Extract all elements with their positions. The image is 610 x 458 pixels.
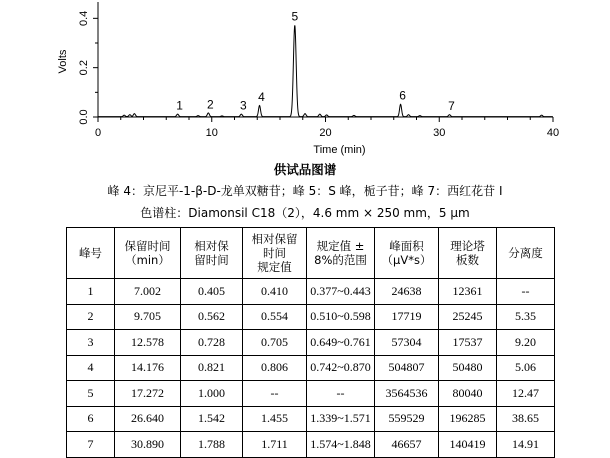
column-header [375, 228, 439, 279]
table-cell: 38.65 [497, 406, 555, 432]
chromatogram-chart [0, 0, 610, 160]
table-cell: 14.91 [497, 432, 555, 458]
chromatogram-trace [98, 25, 553, 116]
table-cell: 17537 [439, 330, 497, 356]
table-cell: 5 [67, 381, 115, 407]
table-cell: 559529 [375, 406, 439, 432]
table-cell: 25245 [439, 304, 497, 330]
column-header-text: 时间 [263, 246, 286, 260]
table-cell: 7 [67, 432, 115, 458]
x-tick-label: 40 [546, 127, 560, 139]
table-row [67, 304, 555, 330]
results-table [66, 227, 555, 458]
table-row [67, 406, 555, 432]
table-cell: 1.339~1.571 [307, 406, 375, 432]
x-tick-label: 10 [205, 127, 218, 139]
column-header-text: 留时间 [194, 253, 229, 267]
column-header-text: （μV*s） [381, 253, 432, 267]
table-cell: 0.742~0.870 [307, 355, 375, 381]
table-cell: 1.574~1.848 [307, 432, 375, 458]
table-cell: 7.002 [115, 279, 181, 305]
table-cell: 0.705 [243, 330, 307, 356]
table-cell: 0.410 [243, 279, 307, 305]
column-header [307, 228, 375, 279]
table-cell: 0.377~0.443 [307, 279, 375, 305]
column-header-text: 规定值 ± [316, 239, 365, 253]
table-cell: 140419 [439, 432, 497, 458]
peak-label: 4 [258, 89, 265, 104]
table-cell: 504807 [375, 355, 439, 381]
table-cell: 17719 [375, 304, 439, 330]
table-cell: 12.47 [497, 381, 555, 407]
peak-label: 7 [448, 99, 455, 114]
table-cell: 1 [67, 279, 115, 305]
column-header-text: 相对保 [194, 239, 229, 253]
figure-title: 供试品图谱 [273, 162, 337, 177]
column-header-text: 规定值 [257, 260, 292, 274]
table-cell: 46657 [375, 432, 439, 458]
table-cell: 17.272 [115, 381, 181, 407]
table-cell: 0.510~0.598 [307, 304, 375, 330]
table-cell: 5.35 [497, 304, 555, 330]
table-cell: 1.000 [181, 381, 243, 407]
column-header [67, 228, 115, 279]
table-row [67, 432, 555, 458]
y-axis-label: Volts [57, 49, 69, 74]
x-tick-label: 0 [94, 127, 102, 139]
column-header [115, 228, 181, 279]
column-header-text: 理论塔 [450, 239, 485, 253]
table-cell: 5.06 [497, 355, 555, 381]
table-cell: 0.806 [243, 355, 307, 381]
table-cell: 0.554 [243, 304, 307, 330]
peak-label: 1 [176, 98, 183, 113]
table-cell: 6 [67, 406, 115, 432]
column-header [497, 228, 555, 279]
x-tick-label: 20 [319, 127, 332, 139]
column-header-text: （min） [125, 253, 170, 267]
table-cell: 2 [67, 304, 115, 330]
y-tick-label: 0.4 [77, 10, 90, 26]
column-header-text: 相对保留 [251, 232, 298, 246]
table-cell: 26.640 [115, 406, 181, 432]
column-header [243, 228, 307, 279]
y-tick-label: 0.0 [77, 109, 90, 125]
peak-label: 2 [206, 97, 214, 112]
table-cell: 12.578 [115, 330, 181, 356]
peak-labels [176, 10, 455, 113]
x-axis-label: Time (min) [313, 144, 366, 156]
table-cell: 1.788 [181, 432, 243, 458]
table-cell: 0.728 [181, 330, 243, 356]
table-cell: 50480 [439, 355, 497, 381]
table-cell: -- [243, 381, 307, 407]
table-cell: 57304 [375, 330, 439, 356]
table-row [67, 355, 555, 381]
table-cell: 12361 [439, 279, 497, 305]
table-cell: 1.711 [243, 432, 307, 458]
table-cell: 196285 [439, 406, 497, 432]
column-header-text: 板数 [456, 253, 479, 267]
peak-label: 5 [291, 9, 299, 24]
table-body [67, 279, 555, 458]
table-row [67, 330, 555, 356]
table-cell: 0.821 [181, 355, 243, 381]
table-cell: 1.542 [181, 406, 243, 432]
table-cell: 0.649~0.761 [307, 330, 375, 356]
column-header-text: 8%的范围 [314, 253, 367, 267]
table-cell: 1.455 [243, 406, 307, 432]
table-cell: 80040 [439, 381, 497, 407]
chart-axes [57, 2, 559, 156]
table-cell: 9.20 [497, 330, 555, 356]
peak-label: 3 [239, 98, 247, 113]
column-header-text: 峰号 [79, 246, 102, 260]
peak-label: 6 [399, 88, 406, 103]
column-header-text: 保留时间 [124, 239, 171, 253]
table-row [67, 279, 555, 305]
peak-legend: 峰 4：京尼平-1-β-D-龙单双糖苷；峰 5：S 峰，栀子苷；峰 7：西红花苷 I [107, 184, 503, 198]
table-cell: 30.890 [115, 432, 181, 458]
column-header [181, 228, 243, 279]
table-cell: -- [307, 381, 375, 407]
table-row [67, 381, 555, 407]
column-info: 色谱柱：Diamonsil C18（2），4.6 mm × 250 mm，5 μm [140, 206, 470, 220]
column-header [439, 228, 497, 279]
table-cell: 3564536 [375, 381, 439, 407]
column-header-text: 峰面积 [389, 239, 424, 253]
x-tick-label: 30 [433, 127, 446, 139]
table-cell: 14.176 [115, 355, 181, 381]
table-cell: 3 [67, 330, 115, 356]
column-header-text: 分离度 [508, 246, 543, 260]
table-cell: 0.405 [181, 279, 243, 305]
table-cell: 24638 [375, 279, 439, 305]
table-cell: 9.705 [115, 304, 181, 330]
table-header-row [67, 228, 555, 279]
table-cell: 4 [67, 355, 115, 381]
y-tick-label: 0.2 [77, 60, 90, 76]
table-cell: 0.562 [181, 304, 243, 330]
table-cell: -- [497, 279, 555, 305]
